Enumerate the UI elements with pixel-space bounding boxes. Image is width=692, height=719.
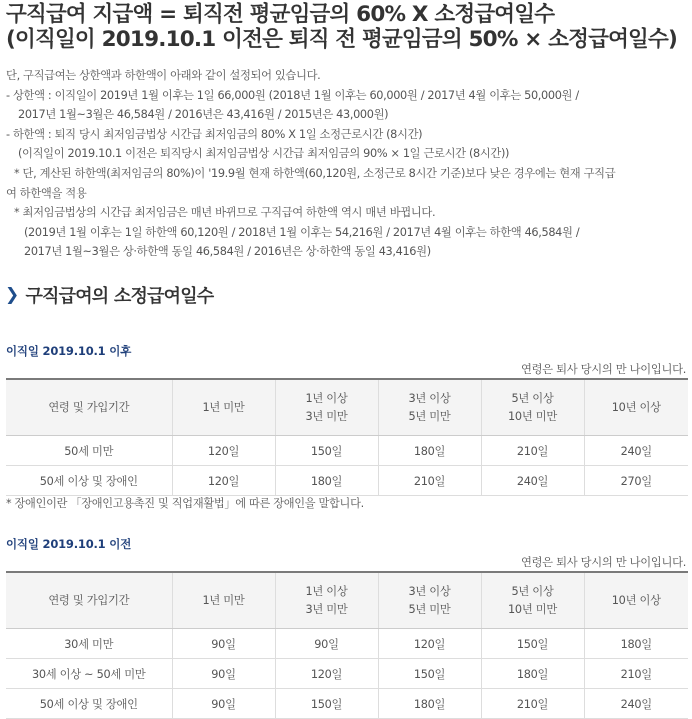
table-header-row <box>6 572 688 629</box>
table1-age-note: 연령은 퇴사 당시의 만 나이입니다. <box>520 363 686 376</box>
header-cell: 3년 이상 5년 미만 <box>378 572 481 629</box>
table-cell: 210일 <box>584 659 688 689</box>
table-cell: 240일 <box>584 689 688 719</box>
note-line: 여 하한액을 적용 <box>6 186 87 200</box>
section-title-text: 구직급여의 소정급여일수 <box>25 286 214 307</box>
header-cell: 5년 이상 10년 미만 <box>481 572 584 629</box>
note-line: * 단, 계산된 하한액(최저임금의 80%)이 '19.9월 현재 하한액(60,120원, 소정근로 8시간 기준)보다 낮은 경우에는 현재 구직급 <box>14 166 616 180</box>
table-cell: 180일 <box>275 466 378 496</box>
table-row <box>6 436 688 466</box>
header-cell: 3년 이상 5년 미만 <box>378 379 481 436</box>
header-cell: 1년 이상 3년 미만 <box>275 572 378 629</box>
table-cell: 180일 <box>378 436 481 466</box>
table-header-row <box>6 379 688 436</box>
table-cell: 120일 <box>172 466 275 496</box>
table1-subtitle: 이직일 2019.10.1 이후 <box>6 344 132 358</box>
table-cell: 90일 <box>275 629 378 659</box>
table-cell: 50세 이상 및 장애인 <box>6 466 172 496</box>
table-cell: 120일 <box>378 629 481 659</box>
table-before-2019 <box>6 571 688 719</box>
table-row <box>6 689 688 719</box>
table-cell: 120일 <box>275 659 378 689</box>
note-line: (2019년 1월 이후는 1일 하한액 60,120원 / 2018년 1월 이후는 54,216원 / 2017년 4월 이후는 하한액 46,584원 / <box>24 225 580 239</box>
table-cell: 240일 <box>584 436 688 466</box>
table-cell: 50세 미만 <box>6 436 172 466</box>
table-cell: 50세 이상 및 장애인 <box>6 689 172 719</box>
table2-age-note: 연령은 퇴사 당시의 만 나이입니다. <box>520 556 686 569</box>
footnote: * 장애인이란 「장애인고용촉진 및 직업재활법」에 따른 장애인을 말합니다. <box>6 497 364 510</box>
header-cell: 1년 이상 3년 미만 <box>275 379 378 436</box>
page-title <box>6 2 677 52</box>
header-cell: 연령 및 가입기간 <box>6 572 172 629</box>
table-cell: 150일 <box>481 629 584 659</box>
header-cell: 10년 이상 <box>584 572 688 629</box>
header-cell: 1년 미만 <box>172 379 275 436</box>
note-line: 2017년 1월~3월은 상·하한액 동일 46,584원 / 2016년은 상·하한액 동일 43,416원) <box>24 245 431 259</box>
chevron-right-icon: ❯ <box>5 285 19 305</box>
note-line: - 상한액 : 이직일이 2019년 1월 이후는 1일 66,000원 (2018년 1월 이후는 60,000원 / 2017년 4월 이후는 50,000원 / <box>6 88 579 102</box>
table-row <box>6 466 688 496</box>
table-cell: 150일 <box>378 659 481 689</box>
table-cell: 210일 <box>378 466 481 496</box>
table-cell: 180일 <box>481 659 584 689</box>
table-cell: 30세 이상 ~ 50세 미만 <box>6 659 172 689</box>
header-cell: 연령 및 가입기간 <box>6 379 172 436</box>
title-line-2: (이직일이 2019.10.1 이전은 퇴직 전 평균임금의 50% × 소정급여일수) <box>6 27 678 52</box>
table-cell: 90일 <box>172 689 275 719</box>
table-row <box>6 659 688 689</box>
note-line: - 하한액 : 퇴직 당시 최저임금법상 시간급 최저임금의 80% X 1일 소정근로시간 (8시간) <box>6 127 423 141</box>
title-line-1: 구직급여 지급액 = 퇴직전 평균임금의 60% X 소정급여일수 <box>6 2 555 27</box>
table-cell: 270일 <box>584 466 688 496</box>
header-cell: 1년 미만 <box>172 572 275 629</box>
note-line: 단, 구직급여는 상한액과 하한액이 아래와 같이 설정되어 있습니다. <box>6 69 321 82</box>
table-row <box>6 629 688 659</box>
table-cell: 210일 <box>481 436 584 466</box>
header-cell: 5년 이상 10년 미만 <box>481 379 584 436</box>
table-cell: 90일 <box>172 629 275 659</box>
table-cell: 240일 <box>481 466 584 496</box>
table-cell: 150일 <box>275 689 378 719</box>
table2-subtitle: 이직일 2019.10.1 이전 <box>6 537 132 551</box>
table-cell: 120일 <box>172 436 275 466</box>
table-cell: 210일 <box>481 689 584 719</box>
note-line: (이직일이 2019.10.1 이전은 퇴직당시 최저임금법상 시간급 최저임금의 90% × 1일 근로시간 (8시간)) <box>18 147 510 161</box>
table-after-2019 <box>6 378 688 496</box>
table-cell: 30세 미만 <box>6 629 172 659</box>
header-cell: 10년 이상 <box>584 379 688 436</box>
table-cell: 180일 <box>584 629 688 659</box>
table-cell: 180일 <box>378 689 481 719</box>
note-line: 2017년 1월~3월은 46,584원 / 2016년은 43,416원 / 2015년은 43,000원) <box>18 108 389 122</box>
table-cell: 150일 <box>275 436 378 466</box>
section-title <box>5 282 213 308</box>
note-line: * 최저임금법상의 시간급 최저임금은 매년 바뀌므로 구직급여 하한액 역시 매년 바뀝니다. <box>14 206 436 220</box>
notes-block <box>6 66 692 262</box>
table-cell: 90일 <box>172 659 275 689</box>
